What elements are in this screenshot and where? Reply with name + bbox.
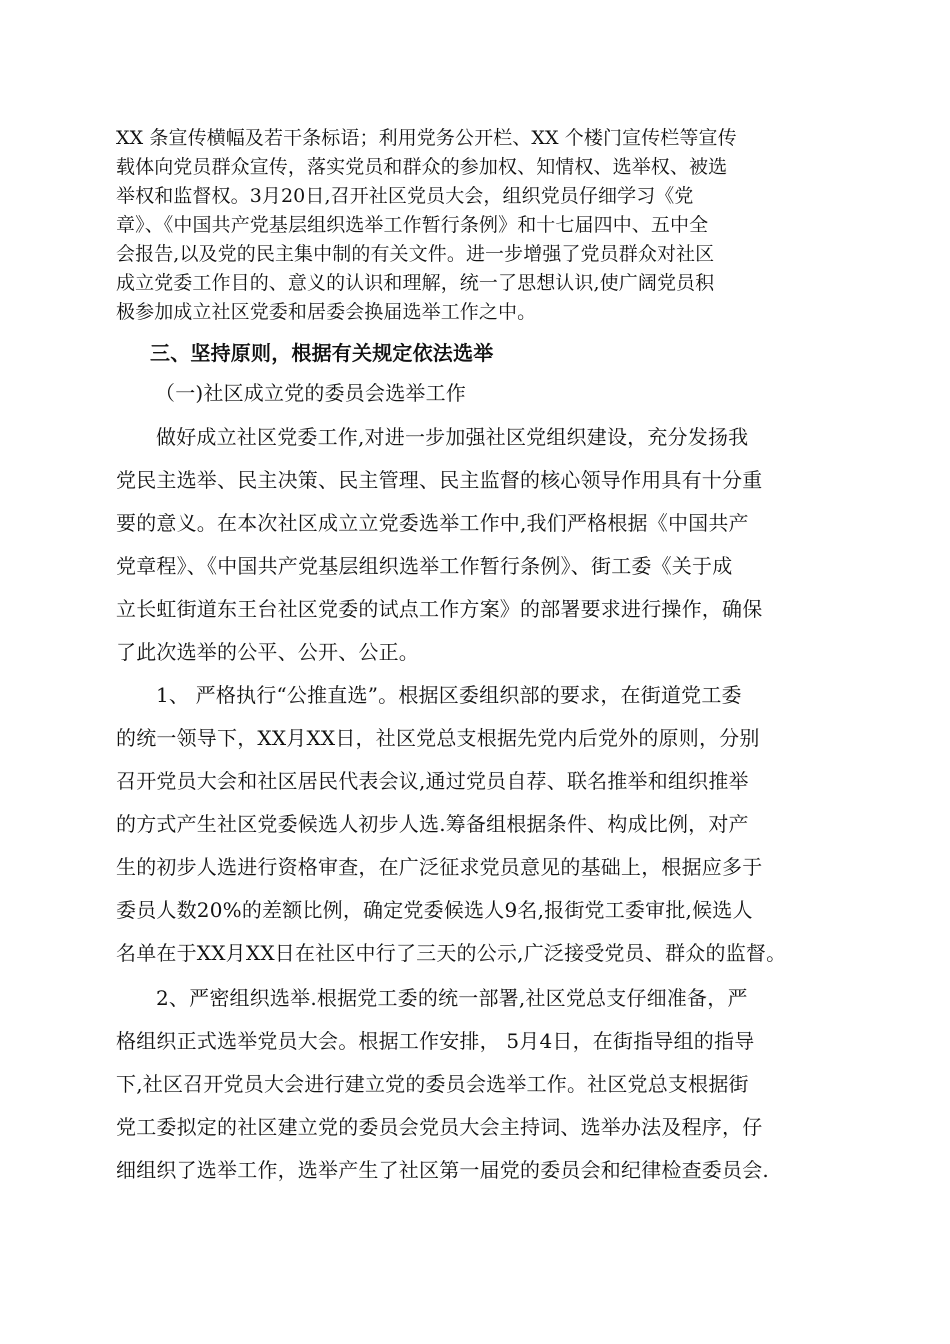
text-line: 格组织正式选举党员大会。根据工作安排， 5月4日，在街指导组的指导 xyxy=(116,1029,755,1053)
text-line: 党民主选举、民主决策、民主管理、民主监督的核心领导作用具有十分重 xyxy=(116,468,763,492)
text-line: 会报告,以及党的民主集中制的有关文件。进一步增强了党员群众对社区 xyxy=(116,243,715,265)
text-line: 召开党员大会和社区居民代表会议,通过党员自荐、联名推举和组织推举 xyxy=(116,769,749,793)
text-line: 成立党委工作目的、意义的认识和理解，统一了思想认识,使广阔党员积 xyxy=(116,272,715,294)
text-line: 的方式产生社区党委候选人初步人选.筹备组根据条件、构成比例，对产 xyxy=(116,812,749,836)
text-line: 要的意义。在本次社区成立立党委选举工作中,我们严格根据《中国共产 xyxy=(116,511,749,535)
text-line: 1、 严格执行“公推直选”。根据区委组织部的要求，在街道党工委 xyxy=(156,683,742,707)
text-line: 做好成立社区党委工作,对进一步加强社区党组织建设，充分发扬我 xyxy=(156,425,749,449)
text-line: 下,社区召开党员大会进行建立党的委员会选举工作。社区党总支根据街 xyxy=(116,1072,749,1096)
text-line: 党章程》、《中国共产党基层组织选举工作暂行条例》、街工委《关于成 xyxy=(116,554,733,578)
text-line: 委员人数20%的差额比例，确定党委候选人9名,报街党工委审批,候选人 xyxy=(116,898,753,922)
text-line: 细组织了选举工作，选举产生了社区第一届党的委员会和纪律检查委员会. xyxy=(116,1158,769,1182)
text-line: 极参加成立社区党委和居委会换届选举工作之中。 xyxy=(116,301,537,323)
text-line: 载体向党员群众宣传，落实党员和群众的参加权、知情权、选举权、被选 xyxy=(116,156,728,178)
text-line: 举权和监督权。3月20日,召开社区党员大会，组织党员仔细学习《党 xyxy=(116,185,694,207)
text-line: 了此次选举的公平、公开、公正。 xyxy=(116,640,419,664)
text-line: 生的初步人选进行资格审查，在广泛征求党员意见的基础上，根据应多于 xyxy=(116,855,763,879)
text-line: 的统一领导下，XX月XX日，社区党总支根据先党内后党外的原则，分别 xyxy=(116,726,760,750)
text-line: 立长虹街道东王台社区党委的试点工作方案》的部署要求进行操作，确保 xyxy=(116,597,763,621)
text-line: XX 条宣传横幅及若干条标语；利用党务公开栏、XX 个楼门宣传栏等宣传 xyxy=(116,127,737,149)
text-line: 名单在于XX月XX日在社区中行了三天的公示,广泛接受党员、群众的监督。 xyxy=(116,941,787,965)
subsection-heading: （一)社区成立党的委员会选举工作 xyxy=(155,381,467,405)
text-line: 党工委拟定的社区建立党的委员会党员大会主持词、选举办法及程序，仔 xyxy=(116,1115,763,1139)
section-heading: 三、坚持原则，根据有关规定依法选举 xyxy=(150,341,494,365)
text-line: 2、严密组织选举.根据党工委的统一部署,社区党总支仔细准备，严 xyxy=(156,986,748,1010)
text-line: 章》、《中国共产党基层组织选举工作暂行条例》和十七届四中、五中全 xyxy=(116,214,709,236)
